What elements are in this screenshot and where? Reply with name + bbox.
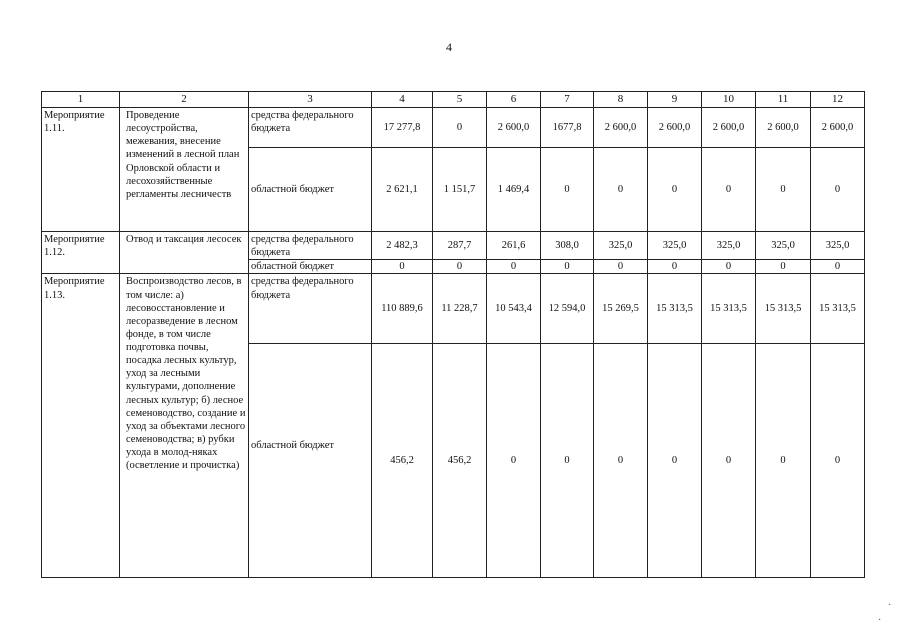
value-cell: 2 600,0	[648, 108, 702, 148]
col-header: 12	[811, 92, 865, 108]
value-cell: 15 313,5	[811, 274, 865, 344]
value-cell: 15 313,5	[702, 274, 756, 344]
header-row	[42, 92, 865, 108]
value-cell: 2 600,0	[594, 108, 648, 148]
col-header: 10	[702, 92, 756, 108]
value-cell: 325,0	[702, 232, 756, 260]
col-header: 4	[372, 92, 433, 108]
value-cell: 325,0	[594, 232, 648, 260]
value-cell: 2 600,0	[702, 108, 756, 148]
value-cell: 0	[811, 260, 865, 274]
event-cell: Мероприятие 1.12.	[42, 232, 120, 274]
value-cell: 0	[372, 260, 433, 274]
value-cell: 0	[648, 260, 702, 274]
event-cell: Мероприятие 1.11.	[42, 108, 120, 232]
value-cell: 0	[648, 148, 702, 232]
value-cell: 15 313,5	[648, 274, 702, 344]
col-header: 8	[594, 92, 648, 108]
value-cell: 0	[541, 148, 594, 232]
value-cell: 0	[811, 344, 865, 578]
value-cell: 287,7	[433, 232, 487, 260]
value-cell: 17 277,8	[372, 108, 433, 148]
value-cell: 1 469,4	[487, 148, 541, 232]
col-header: 1	[42, 92, 120, 108]
value-cell: 11 228,7	[433, 274, 487, 344]
value-cell: 456,2	[372, 344, 433, 578]
value-cell: 1677,8	[541, 108, 594, 148]
value-cell: 0	[702, 260, 756, 274]
value-cell: 0	[756, 260, 811, 274]
value-cell: 325,0	[648, 232, 702, 260]
value-cell: 10 543,4	[487, 274, 541, 344]
description-cell: Воспроизводство лесов, в том числе: а) лесовосстановление и лесоразведение в лесном фонде, в том числе подготовка почвы, посадка лесных культур, уход за лесными культурами, дополнение лесных культур; б) лесное семеноводство, создание и уход за объектами лесного семеноводства; в) рубки ухода в молод-няках (осветление и прочистка)	[120, 274, 249, 578]
description-cell: Отвод и таксация лесосек	[120, 232, 249, 274]
scan-speck: ·	[888, 600, 892, 611]
budget-table	[41, 91, 865, 578]
value-cell: 456,2	[433, 344, 487, 578]
source-cell: средства федерального бюджета	[249, 232, 372, 260]
col-header: 5	[433, 92, 487, 108]
source-cell: областной бюджет	[249, 260, 372, 274]
value-cell: 0	[811, 148, 865, 232]
col-header: 2	[120, 92, 249, 108]
value-cell: 0	[756, 344, 811, 578]
col-header: 3	[249, 92, 372, 108]
value-cell: 0	[541, 344, 594, 578]
col-header: 7	[541, 92, 594, 108]
source-cell: областной бюджет	[249, 344, 372, 578]
table-row	[42, 274, 865, 344]
value-cell: 325,0	[756, 232, 811, 260]
value-cell: 1 151,7	[433, 148, 487, 232]
value-cell: 0	[541, 260, 594, 274]
page-number: 4	[446, 40, 452, 54]
value-cell: 0	[756, 148, 811, 232]
value-cell: 0	[594, 148, 648, 232]
value-cell: 2 600,0	[811, 108, 865, 148]
description-cell: Проведение лесоустройства, межевания, внесение изменений в лесной план Орловской области и лесохозяйственные регламенты лесничеств	[120, 108, 249, 232]
value-cell: 261,6	[487, 232, 541, 260]
value-cell: 0	[433, 108, 487, 148]
col-header: 6	[487, 92, 541, 108]
value-cell: 2 482,3	[372, 232, 433, 260]
scan-speck: ·	[878, 615, 882, 626]
value-cell: 0	[594, 260, 648, 274]
table-row	[42, 108, 865, 148]
value-cell: 15 313,5	[756, 274, 811, 344]
col-header: 11	[756, 92, 811, 108]
value-cell: 0	[487, 344, 541, 578]
value-cell: 0	[702, 148, 756, 232]
value-cell: 0	[702, 344, 756, 578]
value-cell: 0	[594, 344, 648, 578]
table-row	[42, 232, 865, 260]
source-cell: средства федерального бюджета	[249, 108, 372, 148]
value-cell: 308,0	[541, 232, 594, 260]
event-cell: Мероприятие 1.13.	[42, 274, 120, 578]
value-cell: 2 600,0	[756, 108, 811, 148]
source-cell: областной бюджет	[249, 148, 372, 232]
value-cell: 2 621,1	[372, 148, 433, 232]
value-cell: 2 600,0	[487, 108, 541, 148]
source-cell: средства федерального бюджета	[249, 274, 372, 344]
value-cell: 12 594,0	[541, 274, 594, 344]
value-cell: 15 269,5	[594, 274, 648, 344]
value-cell: 325,0	[811, 232, 865, 260]
value-cell: 110 889,6	[372, 274, 433, 344]
value-cell: 0	[648, 344, 702, 578]
value-cell: 0	[487, 260, 541, 274]
col-header: 9	[648, 92, 702, 108]
value-cell: 0	[433, 260, 487, 274]
